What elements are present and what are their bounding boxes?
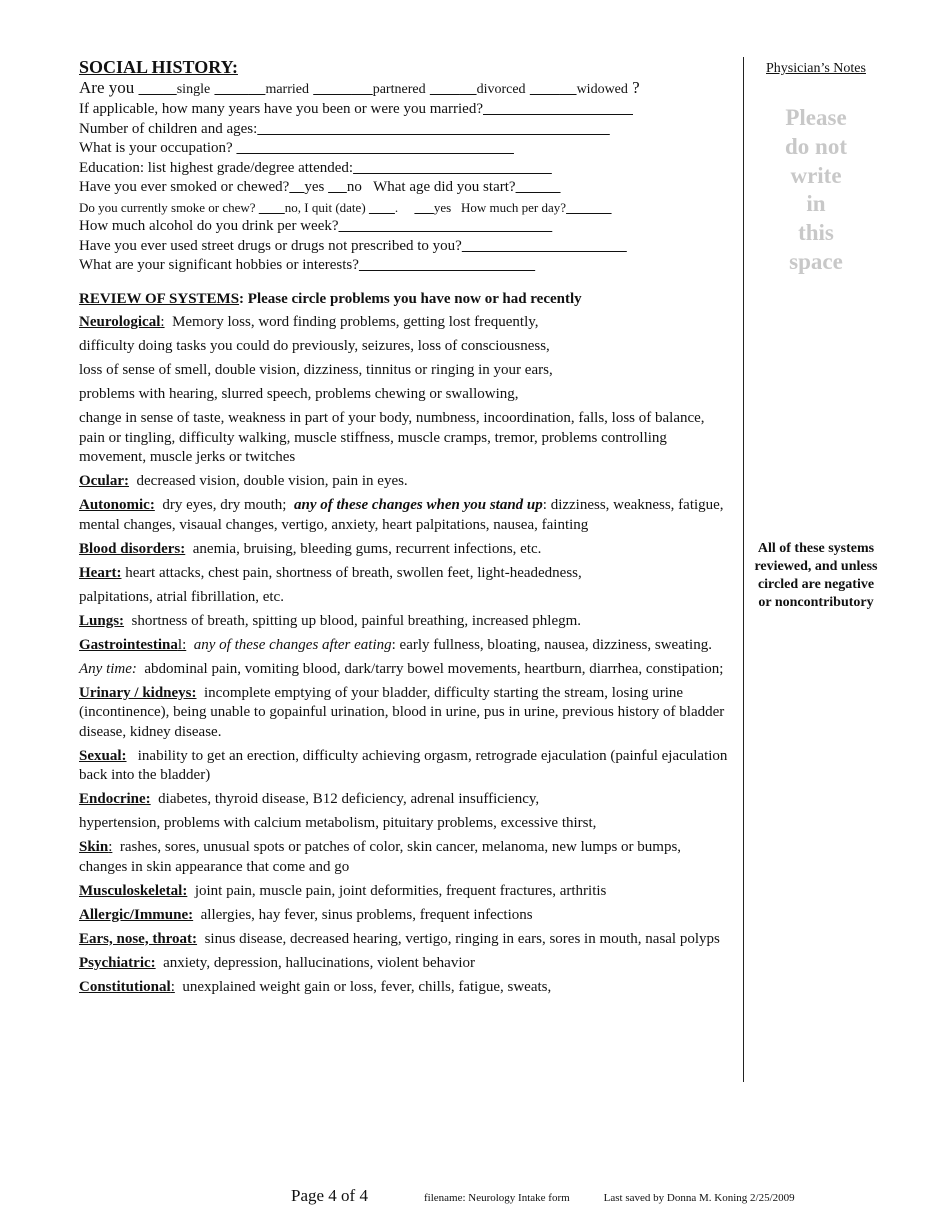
system-ent bbox=[79, 930, 729, 950]
smoked-question: Have you ever smoked or chewed? bbox=[79, 179, 290, 195]
current-smoke-question: Do you currently smoke or chew? bbox=[79, 199, 256, 215]
page-number: Page 4 of 4 bbox=[291, 1186, 368, 1205]
ros-title-label: REVIEW OF SYSTEMS bbox=[79, 290, 240, 307]
quit-date-blank[interactable] bbox=[369, 200, 395, 215]
sexual-text[interactable]: inability to get an erection, difficulty achieving orgasm, retrograde ejaculation (painful ejaculation back into the bladder) bbox=[79, 747, 728, 783]
per-day-blank[interactable] bbox=[566, 200, 612, 215]
system-allergic bbox=[79, 906, 729, 926]
anytime-text[interactable]: abdominal pain, vomiting blood, dark/tarry bowel movements, heartburn, diarrhea, constipation; bbox=[144, 660, 724, 677]
children-question: Number of children and ages: bbox=[79, 120, 258, 137]
gi-label: Gastrointestina bbox=[79, 636, 178, 653]
system-constitutional: Constitutional: unexplained weight gain or loss, fever, chills, fatigue, sweats, bbox=[79, 978, 552, 995]
constitutional-text[interactable]: unexplained weight gain or loss, fever, chills, fatigue, sweats, bbox=[182, 978, 552, 995]
option-widowed[interactable]: widowed bbox=[576, 82, 628, 97]
autonomic-text-2[interactable]: : dizziness, weakness, fatigue, mental changes, visaual changes, vertigo, anxiety, heart palpitations, nausea, fainting bbox=[79, 497, 724, 533]
current-no-blank[interactable] bbox=[259, 200, 285, 215]
endocrine-line-1[interactable]: diabetes, thyroid disease, B12 deficiency, adrenal insufficiency, bbox=[158, 791, 540, 807]
sexual-label: Sexual: bbox=[79, 747, 127, 764]
neurological-line-2[interactable]: difficulty doing tasks you could do previously, seizures, loss of consciousness, bbox=[79, 338, 550, 354]
system-heart bbox=[79, 564, 729, 584]
urinary-text[interactable]: incomplete emptying of your bladder, difficulty starting the stream, losing urine (incontinence), being unable to gopainful urination, blood in urine, pus in urine, previous history of bladder disease, kidney disease. bbox=[79, 684, 725, 740]
education-blank[interactable] bbox=[353, 160, 552, 176]
ent-text[interactable]: sinus disease, decreased hearing, vertigo, ringing in ears, sores in mouth, nasal polyps bbox=[204, 930, 720, 947]
neurological-line-4[interactable]: problems with hearing, slurred speech, problems chewing or swallowing, bbox=[79, 386, 519, 402]
alcohol-row bbox=[79, 217, 729, 237]
blood-label: Blood disorders: bbox=[79, 540, 186, 557]
system-neurological: Neurological: Memory loss, word finding problems, getting lost frequently, bbox=[79, 314, 539, 330]
heart-label: Heart: bbox=[79, 564, 122, 581]
education-question: Education: list highest grade/degree attended: bbox=[79, 159, 354, 176]
drugs-row bbox=[79, 237, 729, 257]
drugs-blank[interactable] bbox=[462, 238, 627, 254]
neurological-line-3[interactable]: loss of sense of smell, double vision, dizziness, tinnitus or ringing in your ears, bbox=[79, 362, 553, 378]
blood-text[interactable]: anemia, bruising, bleeding gums, recurrent infections, etc. bbox=[192, 540, 542, 557]
option-single[interactable]: single bbox=[176, 82, 211, 97]
footer-last-saved: Last saved by Donna M. Koning 2/25/2009 bbox=[603, 1192, 795, 1204]
systems-reviewed-note: All of these systems reviewed, and unless circled are negative or noncontributory bbox=[754, 541, 878, 610]
autonomic-text-1[interactable]: dry eyes, dry mouth; bbox=[162, 497, 287, 513]
smoked-no-blank[interactable] bbox=[328, 179, 347, 195]
lungs-text[interactable]: shortness of breath, spitting up blood, painful breathing, increased phlegm. bbox=[131, 612, 582, 629]
hobbies-blank[interactable] bbox=[359, 257, 535, 273]
system-lungs bbox=[79, 612, 729, 632]
gi-emphasis: any of these changes after eating bbox=[193, 636, 392, 653]
ros-title bbox=[79, 289, 729, 309]
occupation-question: What is your occupation? bbox=[79, 140, 233, 156]
ros-instruction: : Please circle problems you have now or had recently bbox=[239, 290, 582, 307]
current-yes-blank[interactable] bbox=[414, 200, 434, 215]
intake-form-page bbox=[79, 57, 729, 997]
system-musculoskeletal bbox=[79, 882, 729, 902]
are-you-label: Are you bbox=[79, 78, 135, 97]
skin-label: Skin bbox=[79, 839, 109, 855]
msk-text[interactable]: joint pain, muscle pain, joint deformities, frequent fractures, arthritis bbox=[194, 882, 607, 899]
system-endocrine bbox=[79, 790, 729, 810]
option-partnered[interactable]: partnered bbox=[372, 82, 426, 97]
autonomic-label: Autonomic: bbox=[79, 497, 155, 513]
do-not-write-notice: Please do not write in this space bbox=[785, 105, 847, 274]
alcohol-question: How much alcohol do you drink per week? bbox=[79, 218, 339, 234]
hobbies-question: What are your significant hobbies or interests? bbox=[79, 257, 359, 273]
heart-line-2[interactable]: palpitations, atrial fibrillation, etc. bbox=[79, 588, 284, 605]
drugs-question: Have you ever used street drugs or drugs not prescribed to you? bbox=[79, 237, 462, 254]
psych-text[interactable]: anxiety, depression, hallucinations, violent behavior bbox=[163, 954, 476, 971]
neurological-line-5[interactable]: change in sense of taste, weakness in part of your body, numbness, incoordination, falls, loss of balance, pain or tingling, difficulty walking, muscle stiffness, muscle cramps, tremor, problems controlling movement, muscle jerks or twitches bbox=[79, 410, 705, 465]
endocrine-label: Endocrine: bbox=[79, 791, 151, 807]
alcohol-blank[interactable] bbox=[339, 218, 553, 234]
children-blank[interactable] bbox=[257, 121, 610, 137]
social-history-title: SOCIAL HISTORY: bbox=[79, 57, 238, 77]
psych-label: Psychiatric: bbox=[79, 954, 156, 971]
ocular-text[interactable]: decreased vision, double vision, pain in eyes. bbox=[136, 473, 408, 489]
msk-label: Musculoskeletal: bbox=[79, 882, 188, 899]
lungs-label: Lungs: bbox=[79, 612, 125, 629]
occupation-blank[interactable] bbox=[236, 140, 514, 156]
constitutional-label: Constitutional bbox=[79, 978, 171, 995]
gi-text[interactable]: : early fullness, bloating, nausea, dizziness, sweating. bbox=[391, 636, 712, 653]
ent-label: Ears, nose, throat: bbox=[79, 930, 198, 947]
neurological-line-1[interactable]: Memory loss, word finding problems, getting lost frequently, bbox=[172, 314, 539, 330]
hobbies-row bbox=[79, 256, 729, 276]
married-years-row bbox=[79, 100, 729, 120]
neurological-label: Neurological bbox=[79, 314, 161, 330]
married-years-question: If applicable, how many years have you been or were you married? bbox=[79, 101, 483, 117]
system-ocular bbox=[79, 472, 729, 492]
physicians-notes-header: Physician’s Notes bbox=[766, 61, 866, 76]
age-start-blank[interactable] bbox=[516, 179, 561, 195]
system-blood bbox=[79, 540, 729, 560]
system-skin: Skin: rashes, sores, unusual spots or patches of color, skin cancer, melanoma, new lumps or bumps, changes in skin appearance that come and go bbox=[79, 839, 682, 875]
allergic-label: Allergic/Immune: bbox=[79, 906, 194, 923]
heart-line-1[interactable]: heart attacks, chest pain, shortness of breath, swollen feet, light-headedness, bbox=[125, 564, 582, 581]
option-married[interactable]: married bbox=[265, 82, 309, 97]
page-footer bbox=[291, 1186, 795, 1206]
current-yes: yes bbox=[433, 199, 452, 215]
system-anytime bbox=[79, 660, 729, 680]
are-you-end: ? bbox=[632, 78, 640, 97]
children-row bbox=[79, 120, 729, 140]
column-divider bbox=[743, 57, 744, 1082]
urinary-label: Urinary / kidneys: bbox=[79, 684, 197, 701]
current-no-quit: no, I quit (date) bbox=[284, 199, 366, 215]
system-gastrointestinal: Gastrointestinal: any of these changes after eating: early fullness, bloating, nausea, dizziness, sweating. bbox=[79, 636, 712, 653]
option-divorced[interactable]: divorced bbox=[476, 82, 526, 97]
current-smoke-row: Do you currently smoke or chew? no, I quit (date) . yes How much per day? bbox=[79, 198, 729, 218]
education-row bbox=[79, 159, 729, 179]
smoked-yes-blank[interactable] bbox=[289, 179, 304, 195]
skin-text[interactable]: rashes, sores, unusual spots or patches of color, skin cancer, melanoma, new lumps or bumps, changes in skin appearance that come and go bbox=[79, 839, 682, 875]
allergic-text[interactable]: allergies, hay fever, sinus problems, frequent infections bbox=[200, 906, 533, 923]
smoked-row bbox=[79, 178, 729, 198]
age-start-question: What age did you start? bbox=[373, 179, 516, 195]
occupation-row bbox=[79, 139, 729, 159]
system-autonomic bbox=[79, 496, 729, 535]
married-years-blank[interactable] bbox=[483, 101, 633, 117]
smoked-yes: yes bbox=[304, 179, 325, 195]
marital-status-row bbox=[79, 78, 729, 100]
per-day-question: How much per day? bbox=[461, 199, 567, 215]
anytime-label: Any time: bbox=[79, 660, 137, 677]
system-sexual bbox=[79, 747, 729, 786]
system-urinary bbox=[79, 684, 729, 743]
smoked-no: no bbox=[346, 179, 362, 195]
endocrine-line-2[interactable]: hypertension, problems with calcium metabolism, pituitary problems, excessive thirst, bbox=[79, 815, 597, 831]
system-psychiatric bbox=[79, 954, 729, 974]
footer-filename: filename: Neurology Intake form bbox=[423, 1192, 570, 1204]
ocular-label: Ocular: bbox=[79, 473, 129, 489]
autonomic-emphasis: any of these changes when you stand up bbox=[293, 497, 543, 513]
